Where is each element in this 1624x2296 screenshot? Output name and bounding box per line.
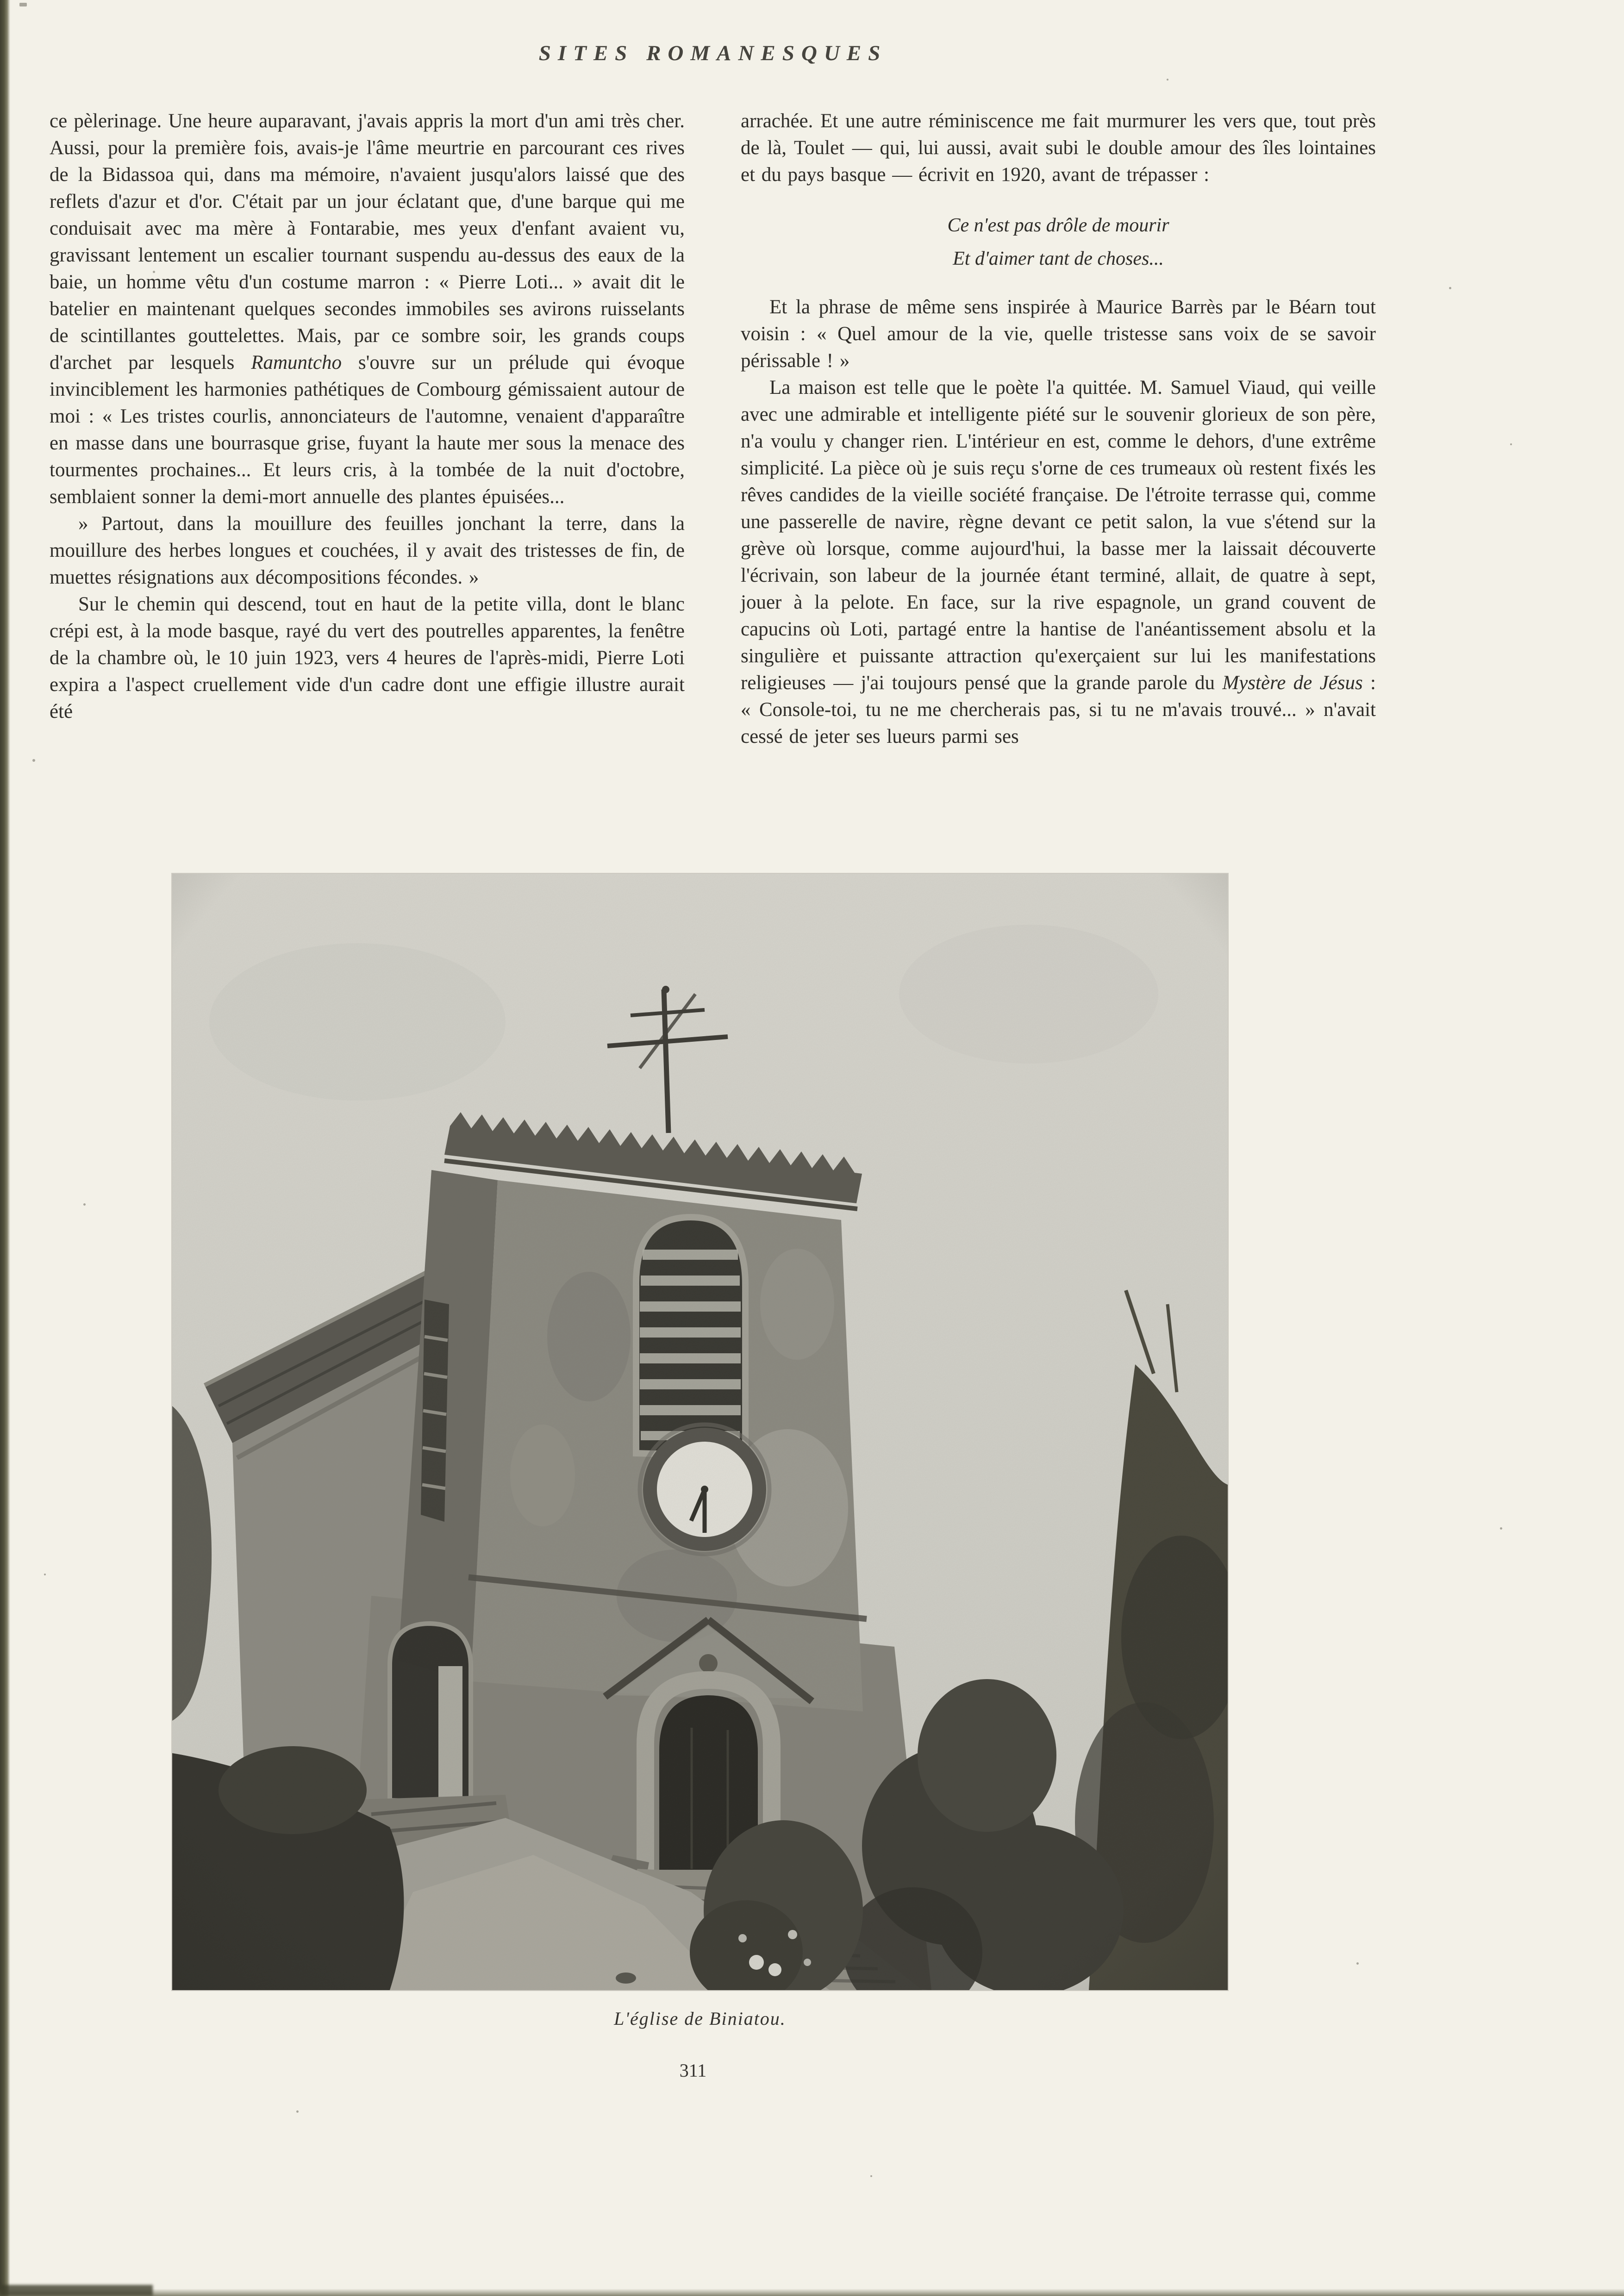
paper-speck: [1356, 1962, 1359, 1965]
verse-quotation: [741, 209, 1376, 275]
verse-line: Et d'aimer tant de choses...: [953, 248, 1164, 269]
paragraph: arrachée. Et une autre réminiscence me fait murmurer les vers que, tout près de là, Toulet — qui, lui aussi, avait subi le double amour des îles lointaines et du pays basque — écrivit en 1920, avant de trépasser :: [741, 110, 1376, 186]
paragraph: Et la phrase de même sens inspirée à Maurice Barrès par le Béarn tout voisin : « Quel amour de la vie, quelle tristesse sans voix de se savoir périssable ! »: [741, 296, 1376, 372]
paper-speck: [1510, 443, 1512, 445]
page-number: 311: [679, 2060, 707, 2081]
paper-speck: [44, 1574, 46, 1575]
paper-speck: [83, 1203, 86, 1206]
paragraph: » Partout, dans la mouillure des feuilles jonchant la terre, dans la mouillure des herbes longues et couchées, il y avait des tristesses de fin, de muettes résignations aux décompositions fécondes. »: [50, 513, 685, 588]
page-scan-bottom-edge: [0, 2289, 1624, 2296]
paper-speck: [32, 759, 35, 762]
paper-speck: [1500, 1527, 1502, 1530]
paper-speck: [1167, 79, 1168, 81]
text-column-right: [741, 108, 1376, 750]
paragraph: La maison est telle que le poète l'a quittée. M. Samuel Viaud, qui veille avec une admirable et intelligente piété sur le souvenir glorieux de son père, n'a voulu y changer rien. L'intérieur en est, comme le dehors, d'une extrême simplicité. La pièce où je suis reçu s'orne de ces trumeaux où restent fixés les rêves candides de la vieille société française. De l'étroite terrasse qui, comme une passerelle de navire, règne devant ce petit salon, la vue s'étend sur la grève où lorsque, comme aujourd'hui, la basse mer la laissait découverte l'écrivain, son labeur de la journée étant terminé, allait, de quatre à sept, jouer à la pelote. En face, sur la rive espagnole, un grand couvent de capucins où Loti, partagé entre la hantise de l'anéantissement absolu et la singulière et puissante attraction qu'exerçaient sur lui les manifestations religieuses — j'ai toujours pensé que la grande parole du Mystère de Jésus : « Console-toi, tu ne me chercherais pas, si tu ne m'avais trouvé... » n'avait cessé de jeter ses lueurs parmi ses: [741, 377, 1376, 747]
paper-speck: [19, 3, 27, 6]
paper-speck: [296, 2110, 299, 2113]
running-head: SITES ROMANESQUES: [538, 41, 887, 65]
photo-caption: L'église de Biniatou.: [614, 2008, 786, 2029]
paper-speck: [870, 2175, 872, 2177]
paragraph: ce pèlerinage. Une heure auparavant, j'avais appris la mort d'un ami très cher. Aussi, pour la première fois, avais-je l'âme meurtrie en parcourant ces rives de la Bidassoa qui, dans ma mémoire, n'avaient jusqu'alors laissé que des reflets d'azur et d'or. C'était par un jour éclatant que, d'une barque qui me conduisait avec ma mère à Fontarabie, mes yeux d'enfant avaient vu, gravissant lentement un escalier tournant suspendu au-dessus des eaux de la baie, un homme vêtu d'un costume marron : « Pierre Loti... » avait dit le batelier en maintenant quelques secondes immobiles ses avirons ruisselants de scintillantes gouttelettes. Mais, par ce sombre soir, les grands coups d'archet par lesquels Ramuntcho s'ouvre sur un prélude qui évoque invinciblement les harmonies pathétiques de Combourg gémissaient autour de moi : « Les tristes courlis, annonciateurs de l'automne, venaient d'apparaître en masse dans une bourrasque grise, fuyant la haute mer sous la menace des tourmentes prochaines... Et leurs cris, à la tombée de la nuit d'octobre, semblaient sonner la demi-mort annuelle des plantes épuisées...: [50, 110, 685, 508]
page-scan-left-edge: [0, 0, 10, 2296]
church-photo-drawing: [172, 874, 1228, 1990]
verse-line: Ce n'est pas drôle de mourir: [947, 215, 1169, 236]
paper-speck: [1449, 287, 1451, 289]
text-column-left: [50, 108, 685, 725]
church-photograph: [172, 874, 1228, 1990]
page-scan-corner-blotch: [0, 2285, 153, 2296]
photo-vignette: [172, 874, 1228, 1990]
paragraph: Sur le chemin qui descend, tout en haut de la petite villa, dont le blanc crépi est, à la mode basque, rayé du vert des poutrelles apparentes, la fenêtre de la chambre où, le 10 juin 1923, vers 4 heures de l'après-midi, Pierre Loti expira a l'aspect cruellement vide d'un cadre dont une effigie illustre aurait été: [50, 593, 685, 722]
